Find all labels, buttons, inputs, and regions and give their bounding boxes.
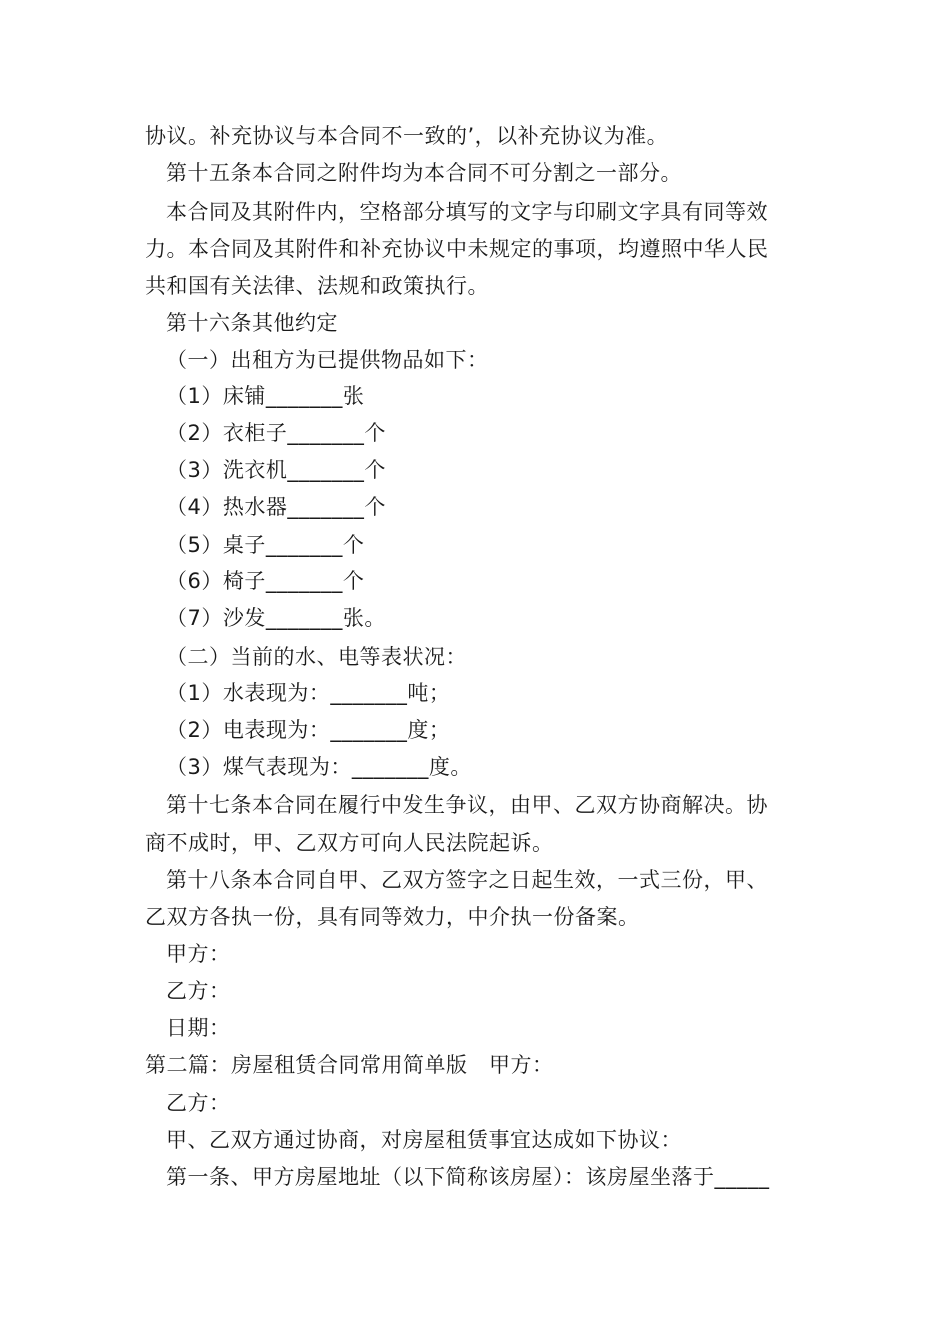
party-b-label: 乙方： bbox=[166, 1091, 231, 1115]
list-item: （1）水表现为：_______吨； bbox=[166, 681, 451, 705]
article-18-line: 第十八条本合同自甲、乙双方签字之日起生效，一式三份，甲、 bbox=[166, 868, 768, 892]
list-item: （3）煤气表现为：_______度。 bbox=[166, 755, 472, 779]
list-item: （1）床铺_______张 bbox=[166, 384, 365, 408]
article-17-line: 第十七条本合同在履行中发生争议，由甲、乙双方协商解决。协 bbox=[166, 793, 768, 817]
section-heading: 第二篇：房屋租赁合同常用简单版 甲方： bbox=[145, 1053, 554, 1077]
paragraph-line: 乙双方各执一份，具有同等效力，中介执一份备案。 bbox=[145, 905, 640, 929]
paragraph-line: 协议。补充协议与本合同不一致的’，以补充协议为准。 bbox=[145, 124, 669, 148]
list-item: （6）椅子_______个 bbox=[166, 569, 365, 593]
party-b-label: 乙方： bbox=[166, 979, 231, 1003]
paragraph-line: 本合同及其附件内，空格部分填写的文字与印刷文字具有同等效 bbox=[166, 200, 768, 224]
article-15-heading: 第十五条本合同之附件均为本合同不可分割之一部分。 bbox=[166, 161, 682, 185]
date-label: 日期： bbox=[166, 1016, 231, 1040]
list-item: （3）洗衣机_______个 bbox=[166, 458, 386, 482]
paragraph-line: 力。本合同及其附件和补充协议中未规定的事项，均遵照中华人民 bbox=[145, 237, 769, 261]
list-heading: （二）当前的水、电等表状况： bbox=[166, 645, 467, 669]
article-16-heading: 第十六条其他约定 bbox=[166, 311, 338, 335]
list-item: （7）沙发_______张。 bbox=[166, 606, 386, 630]
paragraph-line: 共和国有关法律、法规和政策执行。 bbox=[145, 274, 489, 298]
list-item: （5）桌子_______个 bbox=[166, 533, 365, 557]
article-1-line: 第一条、甲方房屋地址（以下简称该房屋）：该房屋坐落于_____ bbox=[166, 1165, 770, 1189]
list-item: （2）电表现为：_______度； bbox=[166, 718, 451, 742]
party-a-label: 甲方： bbox=[166, 942, 231, 966]
list-heading: （一）出租方为已提供物品如下： bbox=[166, 348, 489, 372]
list-item: （4）热水器_______个 bbox=[166, 495, 386, 519]
paragraph-line: 商不成时，甲、乙双方可向人民法院起诉。 bbox=[145, 831, 554, 855]
paragraph-line: 甲、乙双方通过协商，对房屋租赁事宜达成如下协议： bbox=[166, 1128, 682, 1152]
list-item: （2）衣柜子_______个 bbox=[166, 421, 386, 445]
